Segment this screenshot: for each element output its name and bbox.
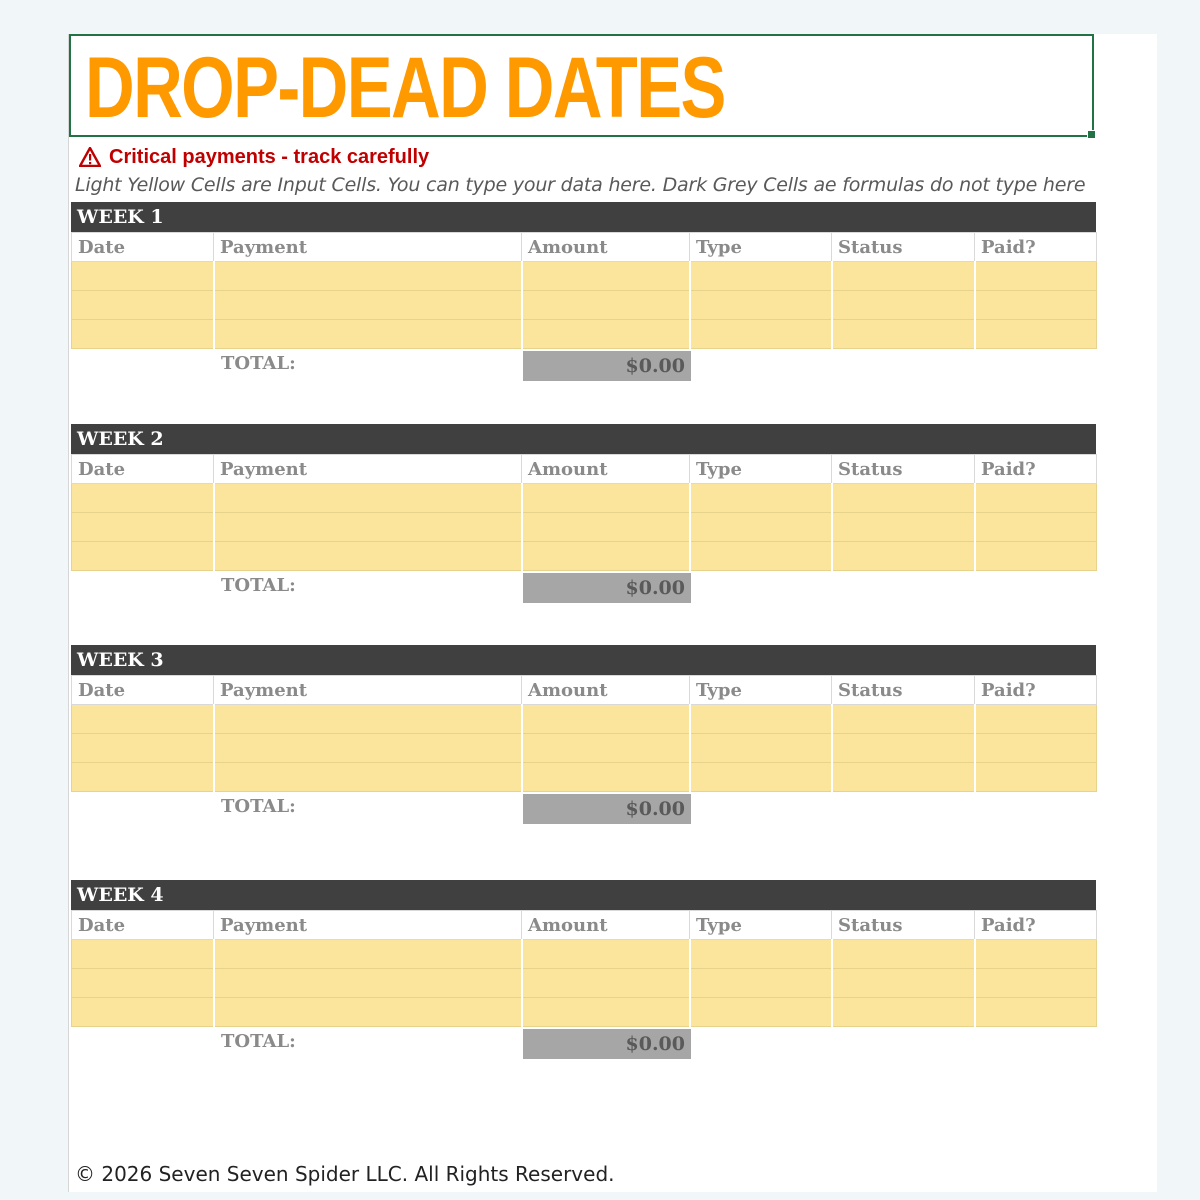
- column-header-status: Status: [832, 911, 975, 940]
- input-cell[interactable]: [832, 998, 975, 1027]
- week-block-1: [71, 202, 1096, 389]
- input-cell[interactable]: [832, 291, 975, 320]
- input-cell[interactable]: [522, 542, 690, 571]
- fill-handle[interactable]: [1087, 130, 1096, 139]
- input-row: [72, 484, 1097, 513]
- input-cell[interactable]: [975, 542, 1097, 571]
- input-cell[interactable]: [522, 998, 690, 1027]
- column-header-date: Date: [72, 455, 214, 484]
- column-header-payment: Payment: [214, 455, 522, 484]
- input-cell[interactable]: [832, 484, 975, 513]
- input-row: [72, 542, 1097, 571]
- input-cell[interactable]: [72, 513, 214, 542]
- input-cell[interactable]: [522, 734, 690, 763]
- week-table: [71, 675, 1097, 792]
- column-header-paid: Paid?: [975, 233, 1097, 262]
- input-cell[interactable]: [522, 513, 690, 542]
- input-cell[interactable]: [975, 705, 1097, 734]
- column-header-type: Type: [690, 676, 832, 705]
- input-cell[interactable]: [690, 484, 832, 513]
- week-block-3: [71, 645, 1096, 832]
- input-cell[interactable]: [72, 969, 214, 998]
- column-header-type: Type: [690, 233, 832, 262]
- input-cell[interactable]: [72, 998, 214, 1027]
- input-row: [72, 763, 1097, 792]
- input-cell[interactable]: [690, 705, 832, 734]
- input-cell[interactable]: [72, 484, 214, 513]
- column-header-amount: Amount: [522, 911, 690, 940]
- input-cell[interactable]: [214, 705, 522, 734]
- input-row: [72, 291, 1097, 320]
- input-cell[interactable]: [522, 291, 690, 320]
- input-cell[interactable]: [690, 291, 832, 320]
- column-header-type: Type: [690, 455, 832, 484]
- input-cell[interactable]: [72, 763, 214, 792]
- input-cell[interactable]: [214, 484, 522, 513]
- input-cell[interactable]: [832, 262, 975, 291]
- column-header-payment: Payment: [214, 676, 522, 705]
- input-cell[interactable]: [975, 734, 1097, 763]
- input-cell[interactable]: [832, 320, 975, 349]
- total-row: [71, 349, 1096, 389]
- input-cell[interactable]: [522, 484, 690, 513]
- column-header-amount: Amount: [522, 455, 690, 484]
- total-value-cell[interactable]: $0.00: [523, 351, 691, 381]
- column-header-date: Date: [72, 911, 214, 940]
- column-header-date: Date: [72, 676, 214, 705]
- week-block-2: [71, 424, 1096, 611]
- total-value-cell[interactable]: $0.00: [523, 794, 691, 824]
- column-header-paid: Paid?: [975, 676, 1097, 705]
- total-label: TOTAL:: [221, 353, 296, 374]
- column-header-row: [72, 676, 1097, 705]
- input-cell[interactable]: [690, 542, 832, 571]
- input-cell[interactable]: [214, 998, 522, 1027]
- worksheet: [68, 34, 1157, 1192]
- week-header: WEEK 4: [71, 880, 1096, 910]
- week-header: WEEK 2: [71, 424, 1096, 454]
- input-cell[interactable]: [690, 763, 832, 792]
- input-cell[interactable]: [72, 940, 214, 969]
- week-table: [71, 910, 1097, 1027]
- column-header-amount: Amount: [522, 676, 690, 705]
- input-cell[interactable]: [522, 262, 690, 291]
- input-cell[interactable]: [690, 262, 832, 291]
- input-cell[interactable]: [975, 998, 1097, 1027]
- input-row: [72, 320, 1097, 349]
- input-cell[interactable]: [522, 705, 690, 734]
- column-header-payment: Payment: [214, 911, 522, 940]
- column-header-row: [72, 911, 1097, 940]
- input-cell[interactable]: [832, 542, 975, 571]
- total-row: [71, 792, 1096, 832]
- input-cell[interactable]: [214, 969, 522, 998]
- input-row: [72, 940, 1097, 969]
- input-cell[interactable]: [975, 320, 1097, 349]
- week-table: [71, 232, 1097, 349]
- input-cell[interactable]: [522, 940, 690, 969]
- input-cell[interactable]: [832, 969, 975, 998]
- input-cell[interactable]: [690, 320, 832, 349]
- input-cell[interactable]: [975, 513, 1097, 542]
- column-header-date: Date: [72, 233, 214, 262]
- column-header-payment: Payment: [214, 233, 522, 262]
- input-cell[interactable]: [832, 705, 975, 734]
- input-cell[interactable]: [832, 513, 975, 542]
- column-header-type: Type: [690, 911, 832, 940]
- input-row: [72, 705, 1097, 734]
- input-cell[interactable]: [72, 734, 214, 763]
- input-cell[interactable]: [214, 763, 522, 792]
- input-cell[interactable]: [522, 969, 690, 998]
- input-cell[interactable]: [522, 763, 690, 792]
- week-header: WEEK 3: [71, 645, 1096, 675]
- input-cell[interactable]: [72, 291, 214, 320]
- total-label: TOTAL:: [221, 796, 296, 817]
- input-cell[interactable]: [214, 734, 522, 763]
- total-row: [71, 1027, 1096, 1067]
- column-header-paid: Paid?: [975, 911, 1097, 940]
- week-block-4: [71, 880, 1096, 1067]
- week-header: WEEK 1: [71, 202, 1096, 232]
- input-row: [72, 262, 1097, 291]
- input-cell[interactable]: [214, 291, 522, 320]
- input-cell[interactable]: [690, 969, 832, 998]
- input-cell[interactable]: [72, 320, 214, 349]
- input-cell[interactable]: [690, 734, 832, 763]
- input-cell[interactable]: [975, 940, 1097, 969]
- input-row: [72, 513, 1097, 542]
- input-cell[interactable]: [72, 705, 214, 734]
- title-cell[interactable]: [69, 34, 1094, 137]
- column-header-status: Status: [832, 455, 975, 484]
- input-cell[interactable]: [690, 940, 832, 969]
- column-header-amount: Amount: [522, 233, 690, 262]
- input-cell[interactable]: [690, 998, 832, 1027]
- input-cell[interactable]: [832, 940, 975, 969]
- warning-triangle-icon: [79, 147, 101, 167]
- input-cell[interactable]: [832, 763, 975, 792]
- input-cell[interactable]: [72, 542, 214, 571]
- critical-note-text: Critical payments - track carefully: [109, 145, 430, 168]
- input-row: [72, 734, 1097, 763]
- input-row: [72, 969, 1097, 998]
- column-header-paid: Paid?: [975, 455, 1097, 484]
- column-header-status: Status: [832, 233, 975, 262]
- input-cell[interactable]: [214, 542, 522, 571]
- page-title: DROP-DEAD DATES: [85, 40, 725, 136]
- total-label: TOTAL:: [221, 575, 296, 596]
- input-cell[interactable]: [690, 513, 832, 542]
- input-cell[interactable]: [975, 484, 1097, 513]
- column-header-status: Status: [832, 676, 975, 705]
- input-cell[interactable]: [522, 320, 690, 349]
- copyright-footer: © 2026 Seven Seven Spider LLC. All Rights Reserved.: [75, 1162, 615, 1186]
- total-label: TOTAL:: [221, 1031, 296, 1052]
- week-table: [71, 454, 1097, 571]
- input-cell[interactable]: [975, 291, 1097, 320]
- column-header-row: [72, 233, 1097, 262]
- input-cell[interactable]: [975, 969, 1097, 998]
- input-cell[interactable]: [832, 734, 975, 763]
- instructions-text: Light Yellow Cells are Input Cells. You can type your data here. Dark Grey Cells ae formulas do not type here: [75, 174, 1086, 196]
- input-cell[interactable]: [214, 262, 522, 291]
- total-value-cell[interactable]: $0.00: [523, 1029, 691, 1059]
- input-cell[interactable]: [975, 262, 1097, 291]
- input-cell[interactable]: [975, 763, 1097, 792]
- input-cell[interactable]: [214, 513, 522, 542]
- total-value-cell[interactable]: $0.00: [523, 573, 691, 603]
- critical-note: [79, 144, 429, 170]
- input-cell[interactable]: [214, 940, 522, 969]
- input-cell[interactable]: [72, 262, 214, 291]
- input-cell[interactable]: [214, 320, 522, 349]
- total-row: [71, 571, 1096, 611]
- column-header-row: [72, 455, 1097, 484]
- input-row: [72, 998, 1097, 1027]
